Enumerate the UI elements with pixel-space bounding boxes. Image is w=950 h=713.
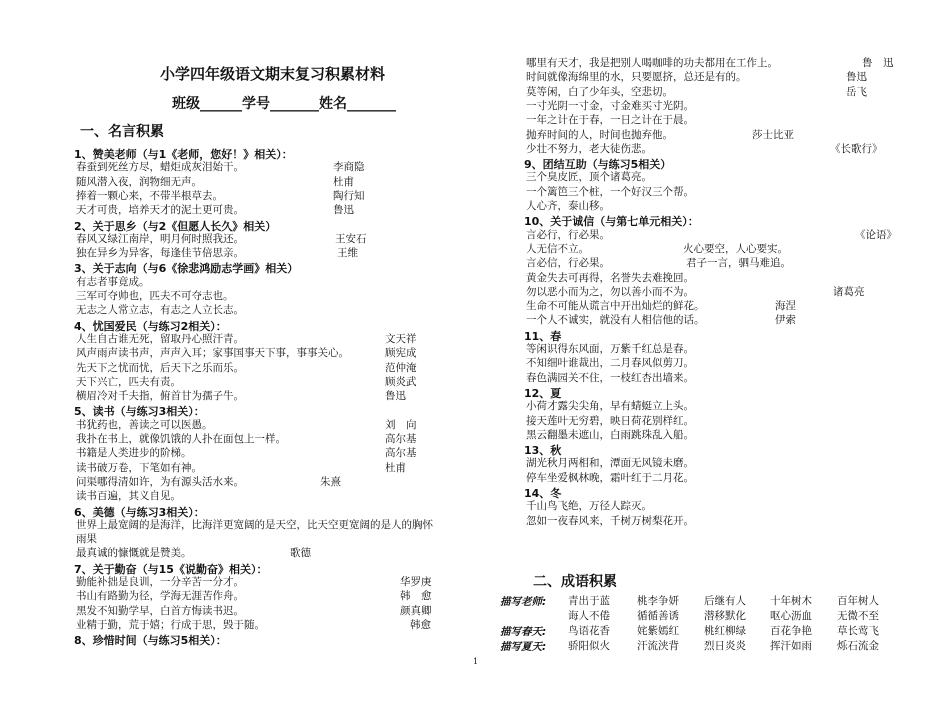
quote-author: 刘 向	[385, 418, 417, 431]
quote-text: 接天莲叶无穷碧，映日荷花别样红。	[526, 414, 694, 427]
quote-author: 王安石	[335, 232, 367, 245]
quote-text: 天才可贵，培养天才的泥土更可贵。	[76, 204, 244, 217]
idiom: 后继有人	[704, 595, 746, 607]
idiom: 烈日炎炎	[704, 640, 746, 652]
quote-text: 人心齐，泰山移。	[526, 200, 610, 212]
quote-author: 鲁迅	[333, 204, 354, 217]
topic-heading-text: 4、忧国爱民（与练习2相关）：	[74, 319, 227, 333]
quote-author: 高尔基	[385, 433, 417, 445]
topic-heading-text: 7、关于勤奋（与15《说勤奋》相关）：	[74, 562, 268, 576]
idiom: 呕心沥血	[770, 610, 812, 622]
topic-heading-text: 11、春	[524, 329, 562, 343]
quote-text: 独在异乡为异客，每逢佳节倍思亲。	[76, 247, 244, 260]
quote-text: 随风潜入夜，润物细无声。	[76, 175, 202, 188]
quote-author: 岳飞	[846, 85, 867, 98]
quote-author: 莎士比亚	[752, 128, 794, 141]
quote-text: 黑发不知勤学早，白首方悔读书迟。	[76, 604, 244, 617]
quote-text: 先天下之忧而忧，后天下之乐而乐。	[76, 361, 244, 374]
quote-text: 读书百遍，其义自见。	[76, 490, 181, 503]
quote-text: 春色满园关不住，一枝红杏出墙来。	[526, 371, 694, 384]
section-heading-quotes: 一、名言积累	[80, 124, 164, 140]
quote-text: 雨果	[76, 533, 97, 546]
quote-author: 陶行知	[333, 189, 365, 202]
quote-author: 伊索	[775, 314, 796, 327]
quote-text: 时间就像海绵里的水，只要愿挤，总还是有的。	[526, 71, 747, 84]
idiom: 十年树木	[770, 595, 812, 607]
quote-text: 停车坐爱枫林晚，霜叶红于二月花。	[526, 471, 694, 484]
quote-text: 小荷才露尖尖角，早有蜻蜓立上头。	[526, 400, 694, 413]
quote-text: 最真诚的慷慨就是赞美。	[76, 547, 192, 560]
quote-text: 三个臭皮匠，顶个诸葛亮。	[526, 171, 652, 184]
quote-text: 书山有路勤为径，学海无涯苦作舟。	[76, 590, 244, 603]
quote-text: 春蚕到死丝方尽，蜡炬成灰泪始干。	[76, 161, 244, 174]
quote-text: 我扑在书上，就像饥饿的人扑在面包上一样。	[76, 433, 286, 445]
idiom: 姹紫嫣红	[637, 625, 679, 637]
topic-heading-text: 6、美德（与练习3相关）：	[74, 505, 205, 519]
quote-text: 勿以恶小而为之，勿以善小而不为。	[526, 285, 694, 298]
topic-heading-text: 1、赞美老师（与1《老师，您好！》相关）：	[74, 148, 293, 161]
quote-text: 天下兴亡，匹夫有责。	[76, 375, 181, 388]
quote-author: 歌德	[290, 547, 311, 560]
quote-text: 风声雨声读书声，声声入耳；家事国事天下事，事事关心。	[76, 347, 349, 360]
idiom: 循循善诱	[637, 610, 679, 622]
quote-author: 韩 愈	[400, 590, 432, 603]
quote-text: 一年之计在于春，一日之计在于晨。	[526, 114, 694, 127]
quote-text: 业精于勤，荒于嬉；行成于思，毁于随。	[76, 618, 265, 631]
quote-text: 言必信，行必果。	[526, 257, 610, 270]
doc-title: 小学四年级语文期末复习积累材料	[160, 65, 386, 83]
quote-text: 有志者事竟成。	[76, 275, 150, 288]
idiom: 青出于蓝	[568, 595, 610, 607]
quote-text: 勤能补拙是良训，一分辛苦一分才。	[76, 576, 244, 588]
quote-text: 春风又绿江南岸，明月何时照我还。	[76, 232, 244, 245]
section-heading-idioms: 二、成语积累	[533, 574, 617, 590]
quote-text: 湖光秋月两相和，潭面无风镜未磨。	[526, 457, 694, 470]
quote-text: 一个篱笆三个桩，一个好汉三个帮。	[526, 185, 694, 198]
quote-author: 君子一言，驷马难追。	[686, 257, 791, 270]
student-info-line: 班级______学号_______姓名_______	[172, 96, 396, 112]
quote-text: 言必行，行必果。	[526, 228, 610, 241]
page-number: 1	[473, 657, 479, 666]
quote-text: 生命不可能从谎言中开出灿烂的鲜花。	[526, 300, 705, 313]
quote-text: 抛弃时间的人，时间也抛弃他。	[526, 128, 673, 141]
quote-text: 一寸光阴一寸金，寸金难买寸光阴。	[526, 99, 694, 112]
topic-heading-text: 2、关于思乡（与2《但愿人长久》相关）	[74, 219, 277, 233]
quote-author: 文天祥	[385, 332, 417, 345]
quote-text: 黄金失去可再得，名誉失去难挽回。	[526, 271, 694, 284]
idiom: 百年树人	[837, 595, 879, 607]
topic-heading-text: 12、夏	[524, 386, 562, 400]
idiom: 挥汗如雨	[770, 640, 812, 652]
quote-text: 三军可夺帅也，匹夫不可夺志也。	[76, 290, 234, 302]
quote-author: 顾炎武	[385, 375, 417, 388]
idiom: 潜移默化	[704, 610, 746, 622]
quote-author: 杜甫	[333, 175, 354, 188]
idiom: 桃李争妍	[637, 595, 679, 607]
topic-heading-text: 10、关于诚信（与第七单元相关）：	[524, 215, 699, 229]
idiom-category-label: 描写夏天:	[500, 641, 547, 653]
topic-heading-text: 5、读书（与练习3相关）：	[74, 405, 205, 419]
quote-text: 无志之人常立志，有志之人立长志。	[76, 304, 244, 317]
quote-author: 诸葛亮	[833, 285, 865, 298]
quote-author: 范仲淹	[385, 361, 417, 374]
quote-text: 莫等闲，白了少年头，空悲切。	[526, 85, 673, 98]
idiom: 汗流浃背	[637, 640, 679, 652]
topic-heading-text: 14、冬	[524, 487, 562, 500]
quote-author: 韩愈	[410, 618, 431, 631]
quote-text: 横眉冷对千夫指，俯首甘为孺子牛。	[76, 390, 244, 403]
quote-text: 读书破万卷，下笔如有神。	[76, 461, 202, 474]
quote-text: 书犹药也，善读之可以医愚。	[76, 418, 213, 431]
quote-author: 高尔基	[385, 447, 417, 460]
quote-text: 一个人不诚实，就没有人相信他的话。	[526, 314, 705, 327]
quote-author: 李商隐	[333, 161, 365, 174]
idiom: 鸟语花香	[568, 625, 610, 637]
quote-text: 哪里有天才，我是把别人喝咖啡的功夫都用在工作上。	[526, 57, 778, 69]
quote-author: 《论语》	[855, 228, 897, 241]
topic-heading-text: 8、珍惜时间（与练习5相关）：	[74, 634, 227, 648]
quote-author: 顾宪成	[385, 347, 417, 360]
idiom-category-label: 描写老师:	[500, 596, 547, 608]
quote-text: 等闲识得东风面，万紫千红总是春。	[526, 343, 694, 355]
idiom: 诲人不倦	[568, 610, 610, 622]
quote-text: 不知细叶谁裁出，二月春风似剪刀。	[526, 357, 694, 370]
quote-author: 《长歌行》	[830, 142, 883, 155]
quote-text: 少壮不努力，老大徒伤悲。	[526, 142, 652, 155]
quote-text: 千山鸟飞绝，万径人踪灭。	[526, 500, 652, 513]
idiom: 桃红柳绿	[704, 625, 746, 637]
quote-text: 忽如一夜春风来，千树万树梨花开。	[526, 514, 694, 527]
quote-author: 海涅	[775, 300, 796, 313]
quote-author: 鲁迅	[846, 71, 867, 84]
topic-heading-text: 13、秋	[524, 444, 562, 458]
quote-author: 颜真卿	[400, 604, 432, 617]
quote-author: 火心要空，人心要实。	[683, 242, 788, 255]
quote-author: 杜甫	[385, 461, 406, 474]
quote-text: 人无信不立。	[526, 242, 589, 255]
idiom-category-label: 描写春天:	[500, 626, 547, 638]
idiom: 骄阳似火	[568, 640, 610, 652]
quote-author: 王维	[337, 247, 358, 260]
quote-author: 鲁 迅	[862, 57, 894, 69]
topic-heading-text: 3、关于志向（与6《徐悲鸿励志学画》相关）	[74, 262, 299, 276]
idiom: 烁石流金	[837, 640, 879, 652]
idiom: 草长莺飞	[837, 625, 879, 637]
topic-heading-text: 9、团结互助（与练习5相关）	[524, 158, 672, 172]
idiom: 百花争艳	[770, 625, 812, 637]
quote-text: 捧着一颗心来，不带半根草去。	[76, 189, 223, 202]
quote-author: 鲁迅	[385, 390, 406, 403]
quote-text: 世界上最宽阔的是海洋，比海洋更宽阔的是天空，比天空更宽阔的是人的胸怀	[76, 518, 433, 531]
quote-text: 黑云翻墨未遮山，白雨跳珠乱入船。	[526, 428, 694, 441]
quote-author: 华罗庚	[400, 576, 432, 588]
quote-text: 问渠哪得清如许，为有源头活水来。	[76, 475, 244, 488]
quote-text: 书籍是人类进步的阶梯。	[76, 447, 192, 460]
idiom: 无微不至	[837, 610, 879, 622]
quote-text: 人生自古谁无死，留取丹心照汗青。	[76, 332, 244, 345]
quote-author: 朱熹	[320, 475, 341, 488]
